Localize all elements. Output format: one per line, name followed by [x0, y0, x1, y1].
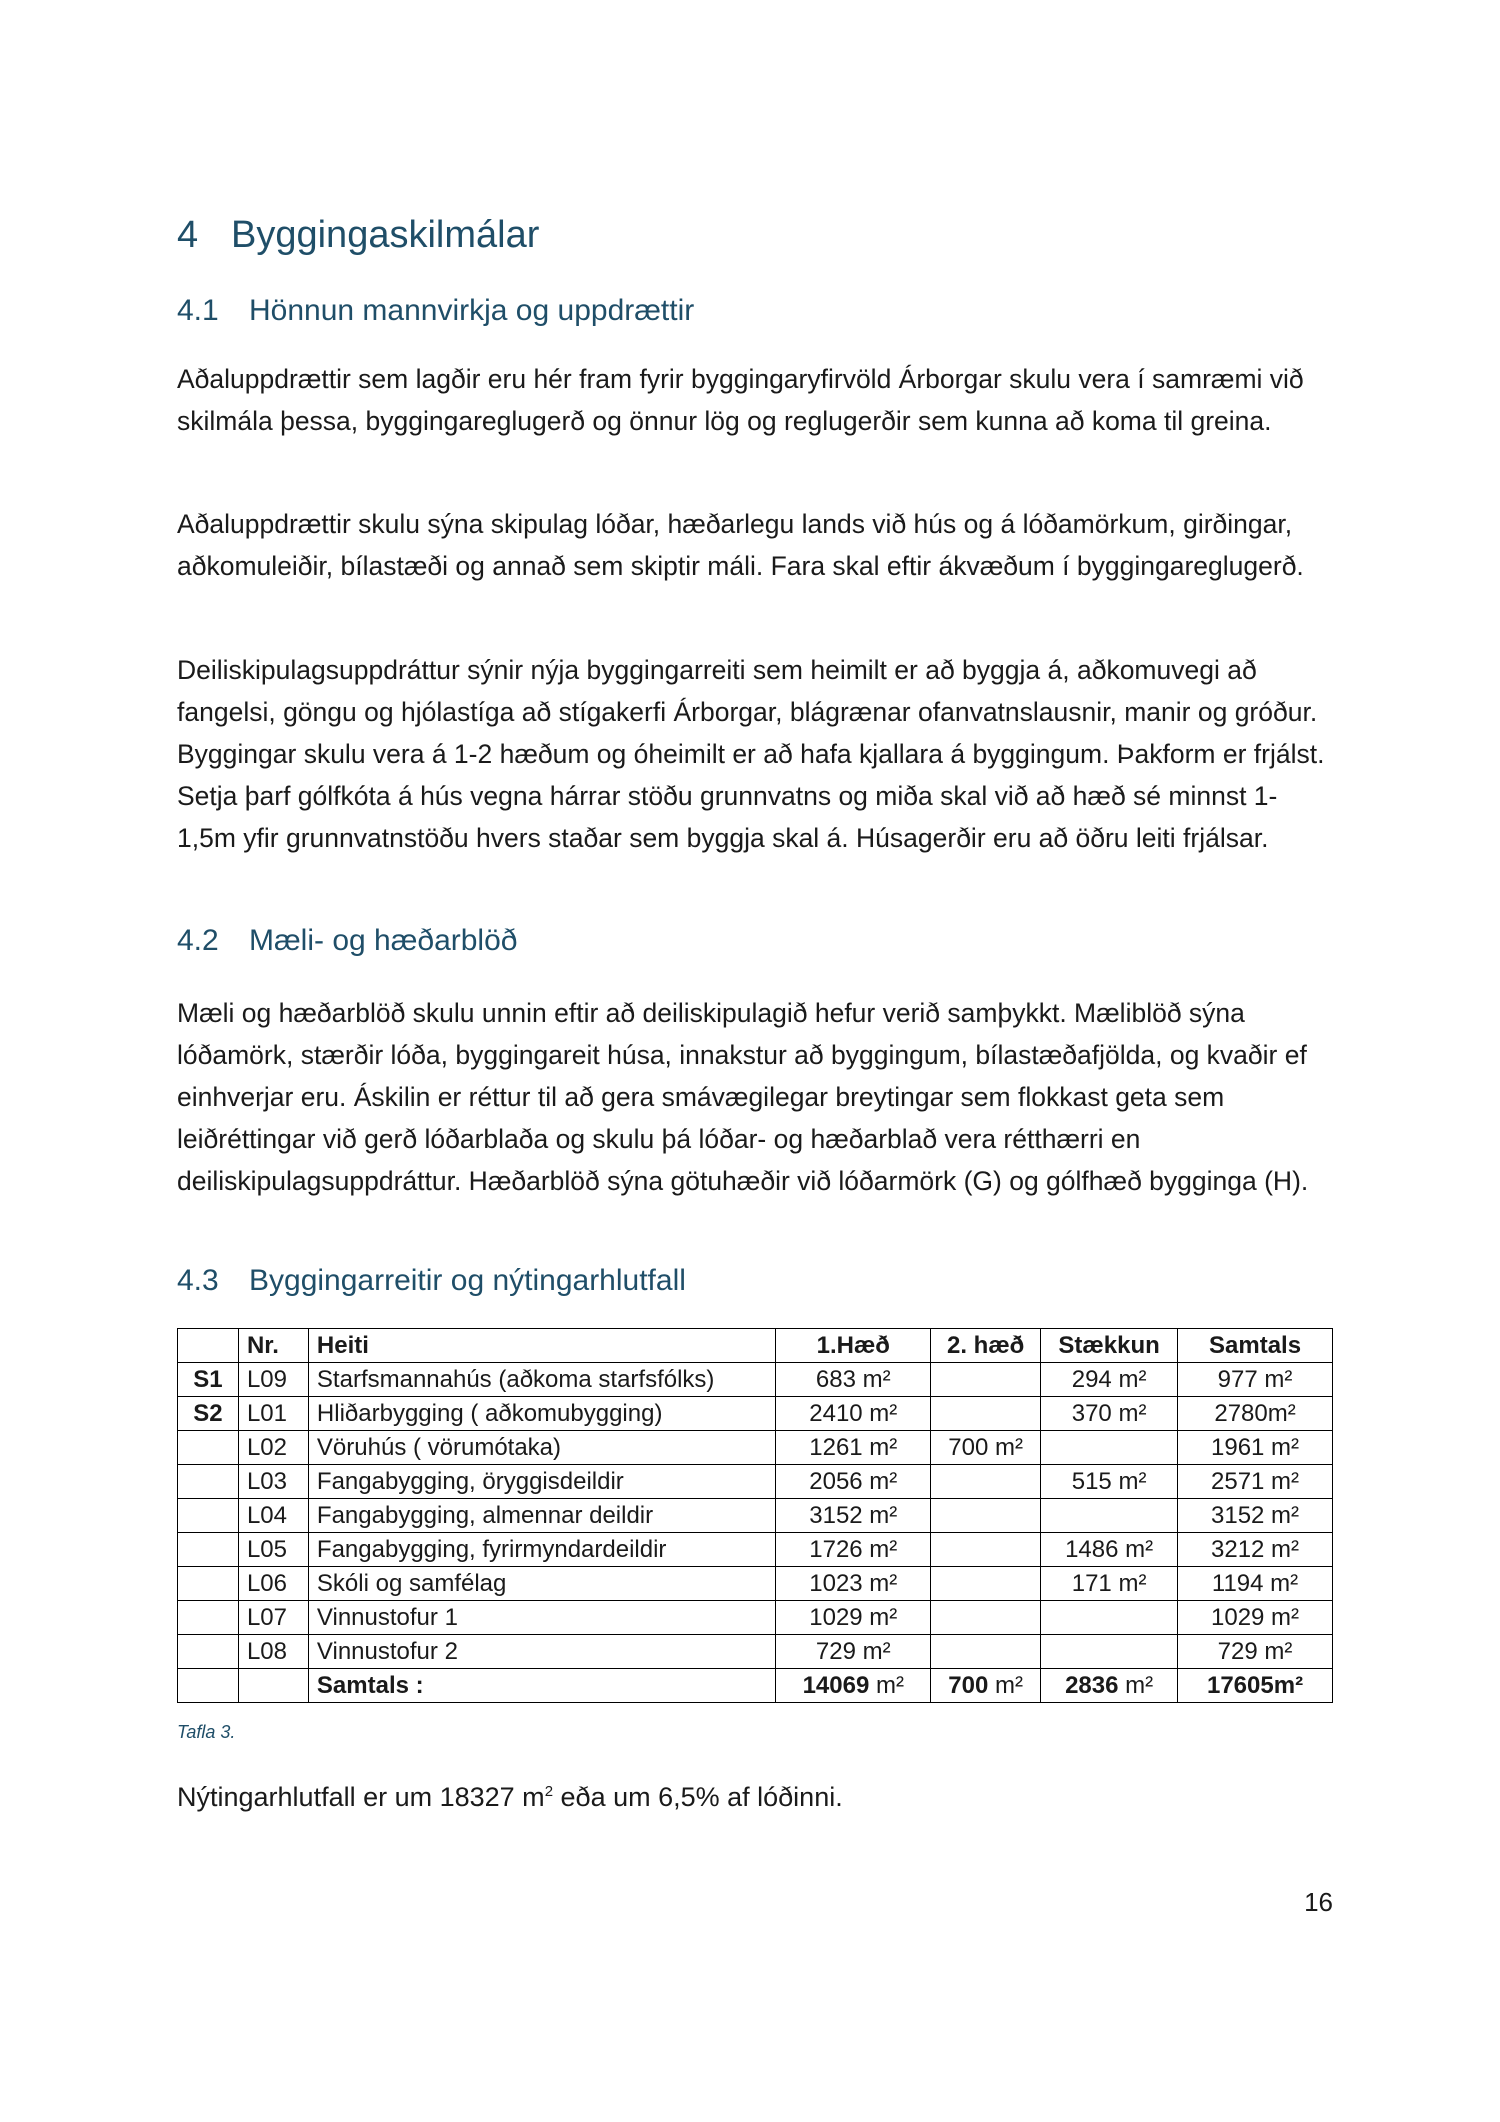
table-cell: L04: [238, 1499, 308, 1533]
table-cell: [931, 1397, 1041, 1431]
table-cell: Fangabygging, öryggisdeildir: [308, 1465, 775, 1499]
table-cell: 3152 m²: [776, 1499, 931, 1533]
table-cell: L01: [238, 1397, 308, 1431]
table-cell: [931, 1363, 1041, 1397]
header-cell: Nr.: [238, 1329, 308, 1363]
table-cell: 294 m²: [1041, 1363, 1178, 1397]
table-cell: L08: [238, 1635, 308, 1669]
table-cell: 1023 m²: [776, 1567, 931, 1601]
total-cell: 700 m²: [931, 1669, 1041, 1703]
table-cell: [178, 1567, 239, 1601]
table-cell: 700 m²: [931, 1431, 1041, 1465]
table-cell: 1261 m²: [776, 1431, 931, 1465]
table-cell: 729 m²: [1178, 1635, 1333, 1669]
table-cell: Vinnustofur 1: [308, 1601, 775, 1635]
table-cell: 977 m²: [1178, 1363, 1333, 1397]
table-row: [178, 1363, 1333, 1397]
table-row: [178, 1397, 1333, 1431]
table-cell: L06: [238, 1567, 308, 1601]
table-cell: [1041, 1431, 1178, 1465]
table-cell: [1041, 1601, 1178, 1635]
table-row: [178, 1567, 1333, 1601]
table-cell: [931, 1533, 1041, 1567]
paragraph: Aðaluppdrættir sem lagðir eru hér fram fyrir byggingaryfirvöld Árborgar skulu vera í samræmi við skilmála þessa, byggingareglugerð og önnur lög og reglugerðir sem kunna að koma til greina.: [177, 364, 1304, 436]
table-cell: [178, 1431, 239, 1465]
subsection-heading-4-3: 4.3 Byggingarreitir og nýtingarhlutfall: [177, 1264, 686, 1297]
table-row: [178, 1635, 1333, 1669]
table-cell: Fangabygging, almennar deildir: [308, 1499, 775, 1533]
table-cell: S2: [178, 1397, 239, 1431]
total-cell: 17605m²: [1178, 1669, 1333, 1703]
header-cell: [178, 1329, 239, 1363]
table-cell: Skóli og samfélag: [308, 1567, 775, 1601]
utilization-summary: Nýtingarhlutfall er um 18327 $m^2$ eða um 6,5% af lóðinni.: [177, 1782, 843, 1812]
table-cell: Vinnustofur 2: [308, 1635, 775, 1669]
table-caption: Tafla 3.: [177, 1722, 236, 1742]
building-area-table: [177, 1328, 1333, 1703]
table-cell: L05: [238, 1533, 308, 1567]
table-cell: 515 m²: [1041, 1465, 1178, 1499]
header-cell: Heiti: [308, 1329, 775, 1363]
table-row: [178, 1601, 1333, 1635]
table-cell: 2410 m²: [776, 1397, 931, 1431]
table-header-row: [178, 1329, 1333, 1363]
table-cell: [931, 1567, 1041, 1601]
table-cell: [931, 1499, 1041, 1533]
table-cell: 1726 m²: [776, 1533, 931, 1567]
header-cell: 2. hæð: [931, 1329, 1041, 1363]
header-cell: Stækkun: [1041, 1329, 1178, 1363]
table-cell: [1041, 1635, 1178, 1669]
table-cell: Hliðarbygging ( aðkomubygging): [308, 1397, 775, 1431]
header-cell: Samtals: [1178, 1329, 1333, 1363]
table-cell: 2056 m²: [776, 1465, 931, 1499]
section-heading: 4 Byggingaskilmálar: [177, 214, 540, 256]
table-cell: [931, 1635, 1041, 1669]
table-cell: 370 m²: [1041, 1397, 1178, 1431]
table-cell: 2780m²: [1178, 1397, 1333, 1431]
table-row: [178, 1431, 1333, 1465]
table-cell: [931, 1601, 1041, 1635]
table-cell: 3152 m²: [1178, 1499, 1333, 1533]
table-cell: 683 m²: [776, 1363, 931, 1397]
table-cell: L07: [238, 1601, 308, 1635]
table-total-row: [178, 1669, 1333, 1703]
subsection-heading-4-1: 4.1 Hönnun mannvirkja og uppdrættir: [177, 294, 695, 327]
table-row: [178, 1499, 1333, 1533]
table-cell: 1029 m²: [1178, 1601, 1333, 1635]
table-cell: L03: [238, 1465, 308, 1499]
table-cell: [178, 1533, 239, 1567]
table-cell: 1486 m²: [1041, 1533, 1178, 1567]
table-cell: Vöruhús ( vörumótaka): [308, 1431, 775, 1465]
table-cell: Fangabygging, fyrirmyndardeildir: [308, 1533, 775, 1567]
table-cell: S1: [178, 1363, 239, 1397]
table-cell: L09: [238, 1363, 308, 1397]
total-cell: 2836 m²: [1041, 1669, 1178, 1703]
table-cell: [178, 1601, 239, 1635]
table-row: [178, 1465, 1333, 1499]
table-cell: 1029 m²: [776, 1601, 931, 1635]
paragraph: Mæli og hæðarblöð skulu unnin eftir að deiliskipulagið hefur verið samþykkt. Mæliblöð sýna lóðamörk, stærðir lóða, byggingareit húsa, innakstur að byggingum, bílastæðafjölda, og kvaðir ef einhverjar eru. Áskilin er réttur til að gera smávægilegar breytingar sem flokkast geta sem leiðréttingar við gerð lóðarblaða og skulu þá lóðar- og hæðarblað vera rétthærri en deiliskipulagsuppdráttur. Hæðarblöð sýna götuhæðir við lóðarmörk (G) og gólfhæð bygginga (H).: [177, 998, 1309, 1196]
paragraph: Aðaluppdrættir skulu sýna skipulag lóðar, hæðarlegu lands við hús og á lóðamörkum, girðingar, aðkomuleiðir, bílastæði og annað sem skiptir máli. Fara skal eftir ákvæðum í byggingareglugerð.: [177, 509, 1304, 581]
page-number: 16: [1304, 1887, 1333, 1917]
subsection-heading-4-2: 4.2 Mæli- og hæðarblöð: [177, 924, 518, 957]
table-cell: [178, 1499, 239, 1533]
table-cell: [178, 1669, 239, 1703]
table-cell: [178, 1635, 239, 1669]
table-cell: Starfsmannahús (aðkoma starfsfólks): [308, 1363, 775, 1397]
table-row: [178, 1533, 1333, 1567]
table-cell: 1961 m²: [1178, 1431, 1333, 1465]
table-cell: 3212 m²: [1178, 1533, 1333, 1567]
table-cell: [931, 1465, 1041, 1499]
table-cell: 171 m²: [1041, 1567, 1178, 1601]
table-cell: [1041, 1499, 1178, 1533]
total-label: Samtals :: [308, 1669, 775, 1703]
total-cell: 14069 m²: [776, 1669, 931, 1703]
table-cell: 1194 m²: [1178, 1567, 1333, 1601]
table-cell: 729 m²: [776, 1635, 931, 1669]
paragraph: Deiliskipulagsuppdráttur sýnir nýja byggingarreiti sem heimilt er að byggja á, aðkomuvegi að fangelsi, göngu og hjólastíga að stígakerfi Árborgar, blágrænar ofanvatnslausnir, manir og gróður. Byggingar skulu vera á 1-2 hæðum og óheimilt er að hafa kjallara á byggingum. Þakform er frjálst. Setja þarf gólfkóta á hús vegna hárrar stöðu grunnvatns og miða skal við að hæð sé minnst 1-1,5m yfir grunnvatnstöðu hvers staðar sem byggja skal á. Húsagerðir eru að öðru leiti frjálsar.: [177, 655, 1325, 853]
table-cell: [238, 1669, 308, 1703]
header-cell: 1.Hæð: [776, 1329, 931, 1363]
table-cell: [178, 1465, 239, 1499]
table-cell: L02: [238, 1431, 308, 1465]
table-cell: 2571 m²: [1178, 1465, 1333, 1499]
